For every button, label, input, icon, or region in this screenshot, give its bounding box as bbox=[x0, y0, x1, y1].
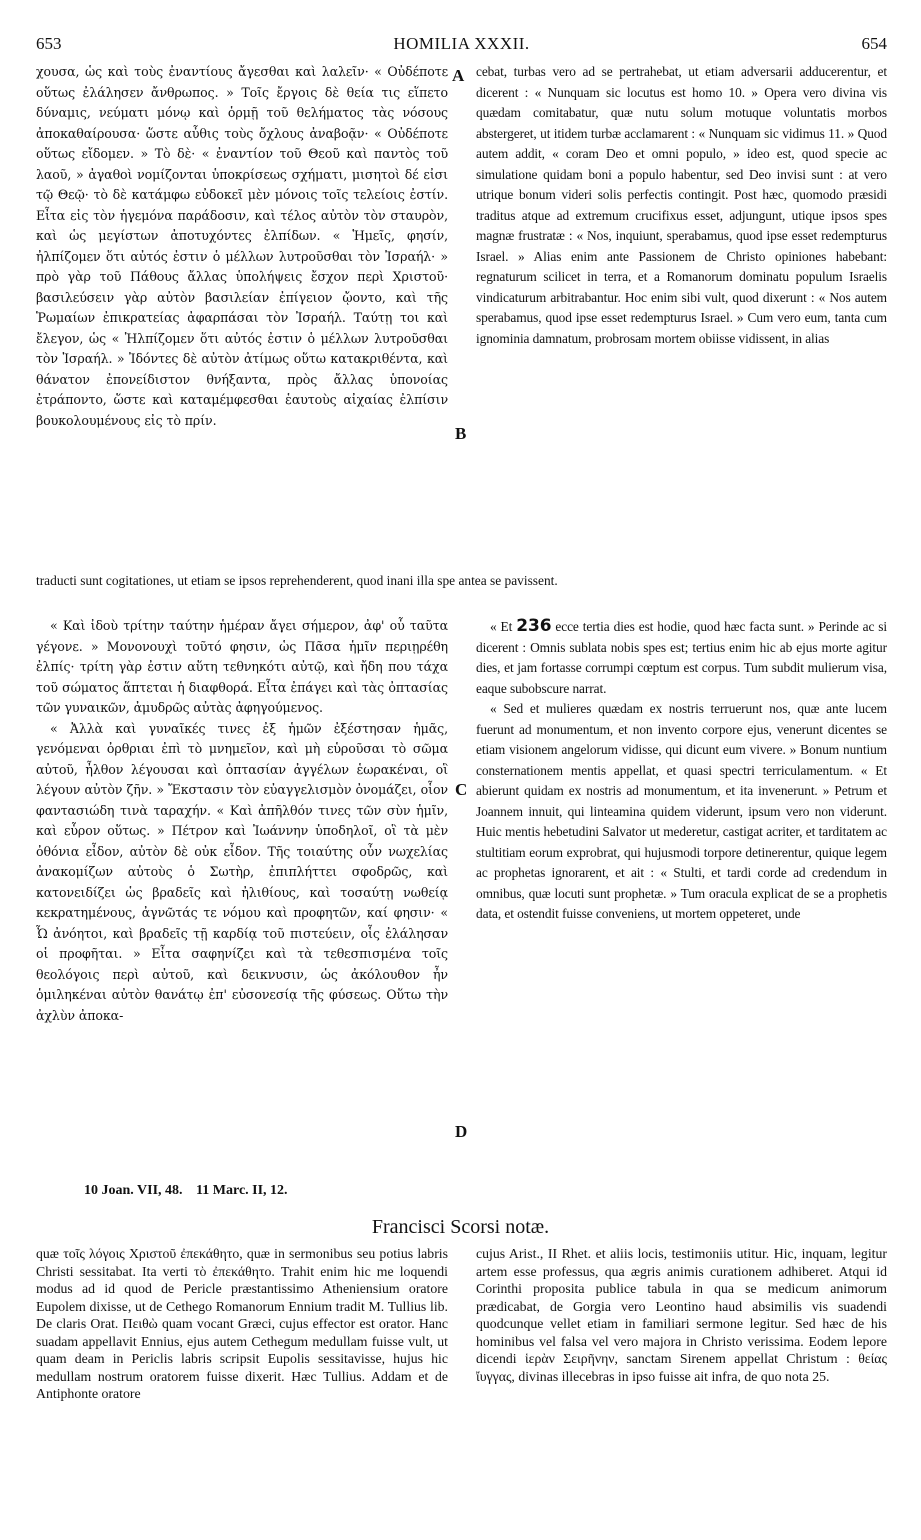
greek-paragraph: « Ἀλλὰ καὶ γυναῖκές τινες ἐξ ἡμῶν ἐξέστησαν ἡμᾶς, γενόμεναι ὀρθριαι ἐπὶ τὸ μνημεῖον, καὶ μὴ εὑροῦσαι τὸ σῶμα αὐτοῦ, ἦλθον λέγουσαι καὶ ὀπτασίαν ἀγγέλων ἑωρακέναι, οἳ λέγουν αὐτὸν ζῆν. » Ἔκστασιν τὸν εὐαγγελισμὸν ὀνομάζει, οἷον φαντασιώδη τινὰ ταραχήν. « Καὶ ἀπῆλθόν τινες τῶν σὺν ἡμῖν, καὶ εὗρον οὕτως. » Πέτρον καὶ Ἰωάννην ὑποδηλοῖ, οἳ τὰ μὲν ὀθόνια εἶδον, αὐτὸν δὲ οὐκ εἶδον. Τῆς τοιαύτης οὖν νωχελίας ἀνακομίζων αὐτοὺς ὁ Σωτὴρ, ἐπιπλήττει σφοδρῶς, καὶ κατονειδίζει ὡς βραδεῖς καὶ ἠλιθίους, καὶ τοσαύτῃ νωθείᾳ κεκρατημένους, ἀγνῶτάς τε νόμου καὶ προφητῶν, καί φησιν· « Ὦ ἀνόητοι, καὶ βραδεῖς τῇ καρδίᾳ τοῦ πιστεύειν, οἷς ἐλάλησαν οἱ προφῆται. » Εἶτα σαφηνίζει καὶ τὰ τεθεσπισμένα τοῖς θεολόγοις περὶ αὐτοῦ, καὶ δεικνυσιν, ὡς ἀκόλουθον ἦν ὁμιληκέναι αὐτὸν θανάτῳ ἐπ' εὐσονεσίᾳ τῆς φύσεως. Οὕτω τὴν ἀχλὺν ἀποκα- bbox=[36, 720, 448, 1023]
latin-paragraph bbox=[476, 616, 887, 699]
latin-paragraph: cebat, turbas vero ad se pertrahebat, ut etiam adversarii adducerentur, et dicerent : « Nunquam sic locutus est homo 10. » Opera vero divina vis quædam comitabatur, quæ nutu solum motuque voluntatis morbos abstergeret, ut itidem turbæ acclamarent : « Nunquam sic vidimus 11. » Quod autem addit, « coram Deo et omni populo, » ideo est, quod specie ac simulatione quidam boni a populo habentur, sed Deo invisi sunt : at vero utrique bonum videri solis perfectis contingit. Post hæc, quomodo præsidi traditus atque ad extremum crucifixus esset, adjungunt, utique ipsos spes magnæ frustratæ : « Nos, inquiunt, sperabamus, quod ipse esset redempturus Israel. » Alias enim ante Passionem de Christo opiniones habebant: regnaturum scilicet in terra, et a Romanorum dominatu populum Israelis vindicaturum arbitrabantur. Hoc enim sibi vult, quod dixerunt : « Nos autem sperabamus, quod ipse esset redempturus Israel. » Cum vero eum, tanta cum ignominia damnatum, probrosam mortem obiisse vidissent, in alias bbox=[476, 64, 887, 346]
latin-text: ecce tertia dies est hodie, quod hæc facta sunt. » Perinde ac si dicerent : Omnis sublata nobis spes est; tertius enim hic ab ejus morte agitur dies, et jam fortasse corrumpi cœptum est corpus. Tum subdit mulierum visa, eaque subobscure narrat. bbox=[476, 619, 888, 696]
latin-paragraph: « Sed et mulieres quædam ex nostris terruerunt nos, quæ ante lucem fuerunt ad monumentum, et non invento corpore ejus, venerunt dicentes se etiam visionem angelorum vidisse, qui dicunt eum vivere. » Bonum nuntium consternationem mentis appellat, et quasi spectri terriculamentum. « Et abierunt quidam ex nostris ad monumentum, et ita invenerunt. » Petrum et Joannem innuit, qui linteamina quidem viderunt, ipsum vero non viderunt. Huic mentis hebetudini Salvator ut mederetur, castigat acriter, et tarditatem ac stultitiam eorum exprobrat, qui hujusmodi torpore detinerentur, quique legem ac prophetas ignorarent, et ait : « Stulti, et tardi corde ad credendum in omnibus, quæ locuti sunt prophetæ. » Tum oracula explicat de se a prophetis data, et ostendit fuisse conveniens, ut mortem oppeteret, unde bbox=[476, 701, 887, 921]
note-paragraph: quæ τοῖς λόγοις Χριστοῦ ἐπεκάθητο, quæ in sermonibus seu potius labris Christi sessitabat. Ita verti τὸ ἐπεκάθητο. Trahit enim hic me loquendi modus ad id quod de Pericle præstantissimo Atheniensium oratore Eupolem dixisse, ut de Cethego Romanorum Ennium tradit M. Tullius lib. De claris Orat. Πειθὼ quam vocant Græci, cujus effector est orator. Hanc suadam appellavit Ennius, ejus autem Cethegum medullam fuisse vult, ut quam deam in Periclis labris scripsit Eupolis sessitavisse, hujus hic medullam nostrum oratorem fuisse dixerit. Hæc Tullius. Addam et de Antiphonte oratore bbox=[36, 1246, 448, 1401]
greek-paragraph: « Καὶ ἰδοὺ τρίτην ταύτην ἡμέραν ἄγει σήμερον, ἀφ' οὗ ταῦτα γέγονε. » Μονονουχὶ τοῦτό φησιν, ὡς Πᾶσα ἡμῖν περιῃρέθη ἐλπίς· τρίτη γὰρ ἐστιν αὕτη τεθνηκότι αὐτῷ, καὶ ἤδη που τάχα τοῦ σώματος ἅπτεται ἡ διαφθορά. Εἶτα ἐπάγει καὶ τὰς ὀπτασίας τῶν γυναικῶν, ἀμυδρῶς αὐτὰς ἀφηγούμενος. bbox=[36, 618, 448, 715]
latin-column-middle bbox=[476, 616, 887, 925]
section-marker-d: D bbox=[455, 1122, 468, 1141]
footnote: 11 Marc. II, 12. bbox=[196, 1183, 288, 1198]
section-marker-a: A bbox=[452, 66, 465, 85]
latin-column-top bbox=[476, 62, 887, 349]
section-marker-b: B bbox=[455, 424, 467, 443]
footnote: 10 Joan. VII, 48. bbox=[84, 1183, 183, 1198]
notes-column-right bbox=[476, 1245, 887, 1385]
greek-column-top bbox=[36, 62, 448, 431]
latin-spanning-line: traducti sunt cogitationes, ut etiam se ipsos reprehenderent, quod inani illa spe antea se pavissent. bbox=[36, 573, 558, 588]
section-marker-c: C bbox=[455, 780, 468, 799]
running-header bbox=[36, 34, 887, 58]
page-number-right: 654 bbox=[861, 34, 887, 53]
footnotes bbox=[84, 1183, 298, 1199]
greek-paragraph: χουσα, ὡς καὶ τοὺς ἐναντίους ἄγεσθαι καὶ λαλεῖν· « Οὐδέποτε οὕτως ἐλάλησεν ἄνθρωπος. » Τοῖς ἔργοις δὲ θεία τις εἵπετο δύναμις, νεύματι μόνῳ καὶ ὁρμῇ τοῦ θελήματος τὰς νόσους ἀποκαθαίρουσα· ὥστε αὖθις τοὺς ὄχλους ἀναβοᾷν· « Οὐδέποτε οὕτως εἴδομεν. » Τὸ δὲ· « ἐναντίον τοῦ Θεοῦ καὶ παντὸς τοῦ λαοῦ, » ἀγαθοὶ νομίζονται ὑποκρίσεως σχήματι, μισητοὶ δέ εἰσι τῷ Θεῷ· τὸ δὲ κατάμφω εὐδοκεῖ μὲν μόνοις τοῖς τελείοις ἐστίν. Εἶτα εἰς τὸν ἡγεμόνα παράδοσιν, καὶ τέλος αὐτὸν τὸν σταυρὸν, καὶ ὡς μεγίστων ἀποτυχόντες ἐλπίδων. « Ἡμεῖς, φησίν, ἠλπίζομεν ὅτι αὐτός ἐστιν ὁ μέλλων λυτροῦσθαι τὸν Ἰσραήλ· » πρὸ γὰρ τοῦ Πάθους ἄλλας ὑπολήψεις ἔσχον περὶ Χριστοῦ· βασιλεύσειν γὰρ αὐτὸν βασιλείαν ἐπίγειον ᾤοντο, καὶ τῆς Ῥωμαίων ἐπικρατείας ἀφαρπάσαι τὸν Ἰσραήλ. Ταύτῃ τοι καὶ ἔλεγον, ὡς « Ἠλπίζομεν ὅτι αὐτός ἐστιν ὁ μέλλων λυτροῦσθαι τὸν Ἰσραήλ. » Ἰδόντες δὲ αὐτὸν ἀτίμως οὕτω κατακριθέντα, καὶ θάνατον ἐπονείδιστον θνήξαντα, πρὸς ἄλλας ὑπονοίας ἐτράποντο, ὥστε καὶ καταμέμφεσθαι ἑαυτοὺς αἰχαίας ἐλπίσιν βουκολουμένους εἰς τὸ πρίν. bbox=[36, 64, 448, 428]
note-paragraph: cujus Arist., II Rhet. et aliis locis, testimoniis utitur. Hic, inquam, legitur artem esse professus, qua ægris animis curationem adhiberet. Atqui id Corinthi proposita publice tabula in qua se medicum animorum prædicabat, de Gorgia vero Leontino haud absimilis vis suadendi quodcunque vellet etiam in familiari sermone legitur. Sed hæc de his hominibus vel falsa vel vero majora in Christo verissima. Eodem lepore dicendi ἱερὰν Σειρῆνην, sanctam Sirenem appellat Christum : θείας ἴυγγας, divinas illecebras in ipso fuisse ait infra, de quo nota 25. bbox=[476, 1246, 887, 1384]
running-title: HOMILIA XXXII. bbox=[393, 34, 530, 53]
page-number-left: 653 bbox=[36, 34, 62, 53]
greek-column-middle bbox=[36, 616, 448, 1026]
notes-column-left bbox=[36, 1245, 448, 1403]
quote-open: « Et bbox=[490, 619, 513, 634]
notes-heading: Francisci Scorsi notæ. bbox=[371, 1216, 550, 1238]
column-number: 236 bbox=[516, 616, 552, 636]
